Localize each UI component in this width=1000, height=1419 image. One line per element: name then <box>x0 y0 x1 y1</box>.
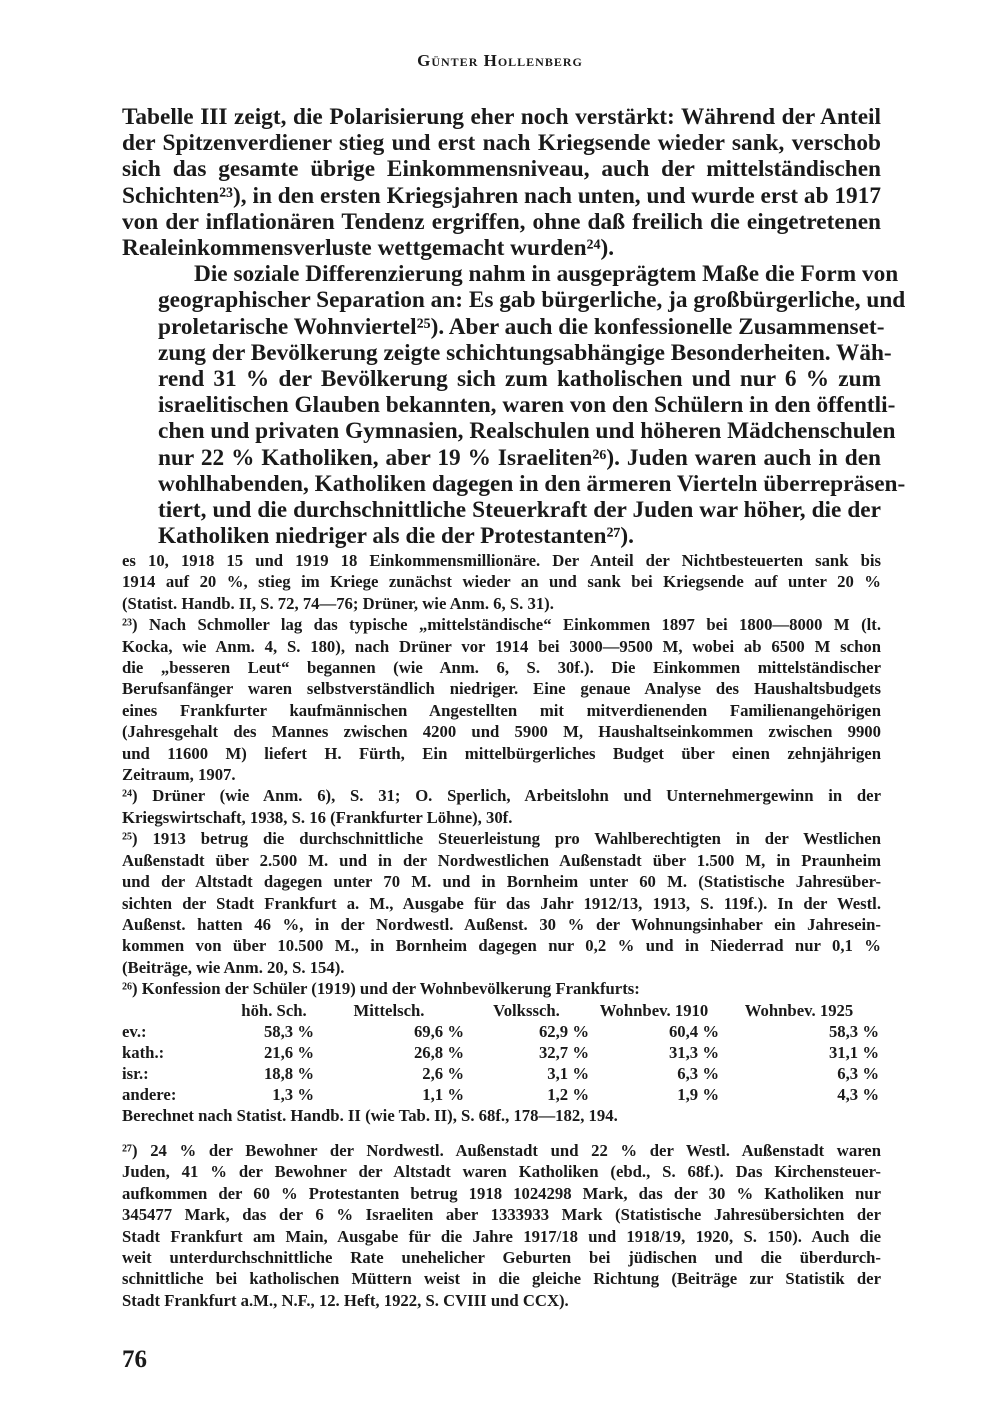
table-cell: 2,6 % <box>422 1063 464 1083</box>
footnote-line: (Jahresgehalt des Mannes zwischen 4200 und 5900 M, Haushaltseinkommen zwischen 9900 <box>122 722 881 742</box>
footnote-23 <box>122 614 881 785</box>
column-header: Wohnbev. 1925 <box>744 1000 854 1020</box>
text-line: der Spitzenverdiener stieg und erst nach Kriegsende wieder sank, verschob <box>122 130 881 157</box>
text-line: geographischer Separation an: Es gab bürgerliche, ja großbürgerliche, und <box>158 287 906 314</box>
table-cell: 62,9 % <box>538 1021 589 1041</box>
text-line: chen und privaten Gymnasien, Realschulen und höheren Mädchenschulen <box>158 418 896 445</box>
footnote-continuation <box>122 550 881 614</box>
text-line: sich das gesamte übrige Einkommensniveau, auch der mittelständischen <box>122 156 881 183</box>
table-row <box>122 1063 879 1084</box>
footnote-line: Kriegswirtschaft, 1938, S. 16 (Frankfurter Löhne), 30f. <box>122 807 513 827</box>
text-line: tiert, und die durchschnittliche Steuerkraft der Juden war höher, die der <box>158 497 881 524</box>
text-line: von der inflationären Tendenz ergriffen, ohne daß freilich die eingetretenen <box>122 208 881 235</box>
paragraph-2 <box>122 261 906 550</box>
table-source: Berechnet nach Statist. Handb. II (wie Tab. II), S. 68f., 178—182, 194. <box>122 1105 618 1125</box>
table-cell: kath.: <box>122 1042 165 1062</box>
body-text <box>122 104 906 550</box>
footnote-line: ²⁴) Drüner (wie Anm. 6), S. 31; O. Sperlich, Arbeitslohn und Unternehmergewinn in der <box>122 786 881 806</box>
table-row <box>122 1084 879 1105</box>
table-cell: 58,3 % <box>828 1021 879 1041</box>
table-cell: 1,1 % <box>422 1084 464 1104</box>
table-cell: 26,8 % <box>413 1042 464 1062</box>
table-cell: 6,3 % <box>677 1063 719 1083</box>
page-number: 76 <box>122 1346 147 1373</box>
footnote-26 <box>122 978 881 1126</box>
footnote-line: und der Altstadt dagegen unter 70 M. und in Bornheim unter 60 M. (Statistische Jahresüber- <box>122 872 881 892</box>
text-line: rend 31 % der Bevölkerung sich zum katholischen und nur 6 % zum <box>158 366 881 393</box>
table-cell: ev.: <box>122 1021 147 1041</box>
footnote-line: 345477 Mark, das der 6 % Israeliten aber 1333933 Mark (Statistische Jahresübersichten der <box>122 1205 881 1225</box>
footnote-line: sichten der Stadt Frankfurt a. M., Ausgabe für das Jahr 1912/13, 1913, S. 119f.). In der Westl. <box>122 893 881 913</box>
footnote-line: (Beiträge, wie Anm. 20, S. 154). <box>122 957 345 977</box>
table-cell: 58,3 % <box>263 1021 314 1041</box>
footnotes-lower <box>122 1140 881 1311</box>
table-cell: 21,6 % <box>263 1042 314 1062</box>
table-cell: 69,6 % <box>413 1021 464 1041</box>
footnote-line: aufkommen der 60 % Protestanten betrug 1918 1024298 Mark, das der 30 % Katholiken nur <box>122 1183 881 1203</box>
footnote-line: eines Frankfurter kaufmännischen Angestellten mit mitverdienenden Familienangehörigen <box>122 700 881 720</box>
text-line: wohlhabenden, Katholiken dagegen in den ärmeren Vierteln überrepräsen- <box>158 470 906 497</box>
text-line: Die soziale Differenzierung nahm in ausgeprägtem Maße die Form von <box>194 261 899 288</box>
footnote-line: und 11600 M) liefert H. Fürth, Ein mittelbürgerliches Budget über einen zehnjährigen <box>122 743 881 763</box>
column-header: Wohnbev. 1910 <box>599 1000 709 1020</box>
footnote-line: Außenst. hatten 46 %, in der Nordwestl. Außenst. 30 % der Wohnungsinhaber ein Jahresein- <box>122 914 881 934</box>
footnote-line: (Statist. Handb. II, S. 72, 74—76; Drüner, wie Anm. 6, S. 31). <box>122 593 554 613</box>
table-header-row <box>122 1000 879 1021</box>
text-line: Tabelle III zeigt, die Polarisierung eher noch verstärkt: Während der Anteil <box>122 104 881 130</box>
table-row <box>122 1042 879 1063</box>
footnote-line: ²⁶) Konfession der Schüler (1919) und der Wohnbevölkerung Frankfurts: <box>122 979 640 999</box>
footnote-line: es 10, 1918 15 und 1919 18 Einkommensmillionäre. Der Anteil der Nichtbesteuerten sank bis <box>122 551 881 570</box>
footnote-24 <box>122 785 881 828</box>
text-line: Realeinkommensverluste wettgemacht wurden²⁴). <box>122 235 615 262</box>
footnote-25 <box>122 828 881 978</box>
footnote-line: kommen von über 10.500 M., in Bornheim dagegen nur 0,2 % und in Niederrad nur 0,1 % <box>122 936 881 956</box>
table-cell: 18,8 % <box>263 1063 314 1083</box>
table-row <box>122 1021 879 1042</box>
text-line: Schichten²³), in den ersten Kriegsjahren nach unten, und wurde erst ab 1917 <box>122 182 881 209</box>
footnotes-upper <box>122 550 881 1126</box>
footnote-line: Zeitraum, 1907. <box>122 765 236 785</box>
running-header: Günter Hollenberg <box>417 51 583 70</box>
footnote-line: Stadt Frankfurt a.M., N.F., 12. Heft, 1922, S. CVIII und CCX). <box>122 1290 569 1310</box>
column-header <box>122 1000 234 1021</box>
text-line: israelitischen Glauben bekannten, waren von den Schülern in den öffentli- <box>158 392 896 419</box>
table-cell: 1,3 % <box>272 1084 314 1104</box>
column-header: Mittelsch. <box>353 1000 425 1020</box>
paragraph-1 <box>122 104 881 261</box>
footnote-line: ²³) Nach Schmoller lag das typische „mittelständische“ Einkommen 1897 bei 1800—8000 M (lt. <box>122 615 881 635</box>
footnote-27 <box>122 1140 881 1311</box>
text-line: Katholiken niedriger als die der Protestanten²⁷). <box>158 523 635 550</box>
footnote-line: die „besseren Leut“ begannen (wie Anm. 6, S. 30f.). Die Einkommen mittelständischer <box>122 658 881 678</box>
table-cell: 32,7 % <box>538 1042 589 1062</box>
column-header: höh. Sch. <box>241 1000 307 1020</box>
table-cell: 4,3 % <box>837 1084 879 1104</box>
table-cell: 31,1 % <box>828 1042 879 1062</box>
table-cell: isr.: <box>122 1063 149 1083</box>
table-cell: 1,9 % <box>677 1084 719 1104</box>
footnote-line: ²⁵) 1913 betrug die durchschnittliche Steuerleistung pro Wahlberechtigten in der Westlichen <box>122 829 881 849</box>
footnote-line: ²⁷) 24 % der Bewohner der Nordwestl. Außenstadt und 22 % der Westl. Außenstadt waren <box>122 1141 881 1160</box>
footnote-line: 1914 auf 20 %, stieg im Kriege zunächst wieder an und sank bei Kriegsende auf unter 20 % <box>122 572 881 592</box>
text-line: proletarische Wohnviertel²⁵). Aber auch die konfessionelle Zusammenset- <box>158 313 885 340</box>
table-cell: 6,3 % <box>837 1063 879 1083</box>
text-line: nur 22 % Katholiken, aber 19 % Israeliten²⁶). Juden waren auch in den <box>158 444 881 471</box>
footnote-line: Außenstadt über 2.500 M. und in der Nordwestlichen Außenstadt über 1.500 M, in Praunheim <box>122 850 881 870</box>
text-line: zung der Bevölkerung zeigte schichtungsabhängige Besonderheiten. Wäh- <box>158 339 892 366</box>
footnote-line: Berufsanfänger waren selbstverständlich niedriger. Eine genaue Analyse des Haushaltsbudgets <box>122 679 881 699</box>
confession-table <box>122 1000 879 1105</box>
table-cell: andere: <box>122 1084 177 1104</box>
table-cell: 31,3 % <box>668 1042 719 1062</box>
footnote-line: schnittliche bei katholischen Müttern weist in die gleiche Richtung (Beiträge zur Statistik der <box>122 1269 881 1289</box>
footnote-line: Juden, 41 % der Bewohner der Altstadt waren Katholiken (ebd., S. 68f.). Das Kirchensteuer- <box>122 1162 881 1182</box>
footnote-line: Kocka, wie Anm. 4, S. 180), nach Drüner vor 1914 bei 3000—9500 M, wobei ab 6500 M schon <box>122 636 881 656</box>
column-header: Volkssch. <box>493 1000 560 1020</box>
footnote-line: weit unterdurchschnittliche Rate unehelicher Geburten bei jüdischen und die überdurch- <box>122 1248 881 1268</box>
footnote-line: Stadt Frankfurt am Main, Ausgabe für die Jahre 1917/18 und 1918/19, 1920, S. 150). Auch die <box>122 1226 881 1246</box>
table-cell: 3,1 % <box>547 1063 589 1083</box>
table-cell: 60,4 % <box>668 1021 719 1041</box>
table-cell: 1,2 % <box>547 1084 589 1104</box>
